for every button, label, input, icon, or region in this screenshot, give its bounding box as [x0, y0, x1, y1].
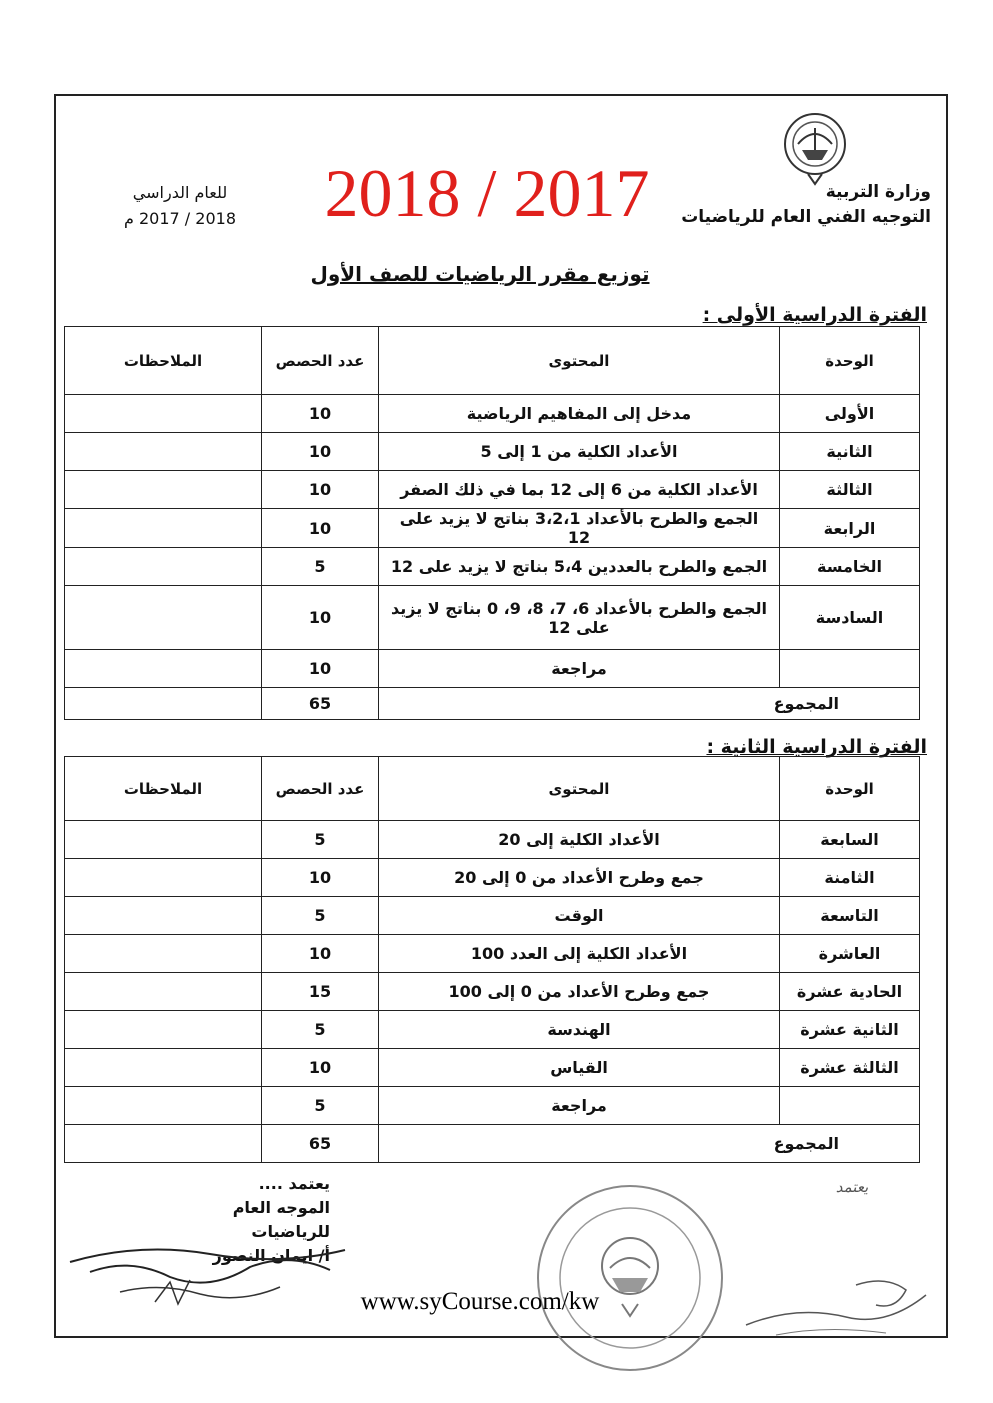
unit-cell: الثانية عشرة [780, 1011, 920, 1049]
notes-cell [65, 586, 262, 650]
periods-cell: 10 [262, 650, 379, 688]
table-row [65, 1087, 920, 1125]
col-periods: عدد الحصص [262, 327, 379, 395]
ministry-name: وزارة التربية [825, 182, 931, 202]
table-row [65, 897, 920, 935]
table-row [65, 1049, 920, 1087]
table-row [65, 509, 920, 548]
notes-cell [65, 973, 262, 1011]
content-cell: الوقت [379, 897, 780, 935]
content-cell: الجمع والطرح بالأعداد 3،2،1 بناتج لا يزيد على 12 [379, 509, 780, 548]
notes-cell [65, 1011, 262, 1049]
periods-cell: 10 [262, 859, 379, 897]
unit-cell: السادسة [780, 586, 920, 650]
table-row [65, 586, 920, 650]
supervisor-name: أ/ ايمان النصور [212, 1246, 330, 1265]
content-cell: مراجعة [379, 650, 780, 688]
approve-label: يعتمد .... [258, 1174, 330, 1193]
unit-cell: الخامسة [780, 548, 920, 586]
supervisor-title: الموجه العام للرياضيات [232, 1198, 330, 1241]
unit-cell [780, 1087, 920, 1125]
total-value: 65 [262, 688, 379, 720]
col-content: المحتوى [379, 757, 780, 821]
unit-cell: السابعة [780, 821, 920, 859]
notes-cell [65, 471, 262, 509]
periods-cell: 10 [262, 935, 379, 973]
approve-right-label: يعتمد [835, 1178, 869, 1196]
col-unit: الوحدة [780, 327, 920, 395]
total-row [65, 688, 920, 720]
total-row [65, 1125, 920, 1163]
content-cell: مراجعة [379, 1087, 780, 1125]
ministry-emblem-icon [778, 110, 852, 188]
period-2-table [64, 756, 920, 1163]
notes-cell [65, 859, 262, 897]
unit-cell: الثامنة [780, 859, 920, 897]
table-row [65, 1011, 920, 1049]
content-cell: الأعداد الكلية من 1 إلى 5 [379, 433, 780, 471]
table-row [65, 935, 920, 973]
col-periods: عدد الحصص [262, 757, 379, 821]
official-stamp [530, 1178, 730, 1378]
total-value: 65 [262, 1125, 379, 1163]
table-row [65, 821, 920, 859]
content-cell: الجمع والطرح بالأعداد 6، 7، 8، 9، 0 بناتج لا يزيد على 12 [379, 586, 780, 650]
periods-cell: 10 [262, 433, 379, 471]
content-cell: الهندسة [379, 1011, 780, 1049]
periods-cell: 5 [262, 1087, 379, 1125]
table-header-row [65, 757, 920, 821]
content-cell: الأعداد الكلية من 6 إلى 12 بما في ذلك الصفر [379, 471, 780, 509]
notes-cell [65, 688, 262, 720]
table-row [65, 859, 920, 897]
periods-cell: 10 [262, 586, 379, 650]
department-name: التوجيه الفني العام للرياضيات [681, 207, 931, 227]
col-content: المحتوى [379, 327, 780, 395]
notes-cell [65, 548, 262, 586]
table-row [65, 471, 920, 509]
notes-cell [65, 395, 262, 433]
period-2-title: الفترة الدراسية الثانية : [706, 736, 927, 758]
year-label: للعام الدراسي [132, 183, 228, 202]
table-row [65, 973, 920, 1011]
academic-year-note [110, 180, 250, 232]
col-notes: الملاحظات [65, 327, 262, 395]
table-header-row [65, 327, 920, 395]
periods-cell: 15 [262, 973, 379, 1011]
period-1-title: الفترة الدراسية الأولى : [702, 304, 927, 326]
content-cell: جمع وطرح الأعداد من 0 إلى 20 [379, 859, 780, 897]
notes-cell [65, 1049, 262, 1087]
col-notes: الملاحظات [65, 757, 262, 821]
periods-cell: 10 [262, 471, 379, 509]
periods-cell: 10 [262, 395, 379, 433]
ministry-header [681, 180, 931, 230]
notes-cell [65, 935, 262, 973]
unit-cell: العاشرة [780, 935, 920, 973]
periods-cell: 5 [262, 821, 379, 859]
notes-cell [65, 1125, 262, 1163]
period-1-table [64, 326, 920, 720]
table-row [65, 548, 920, 586]
notes-cell [65, 433, 262, 471]
periods-cell: 5 [262, 1011, 379, 1049]
content-cell: الجمع والطرح بالعددين 5،4 بناتج لا يزيد على 12 [379, 548, 780, 586]
year-value: 2018 / 2017 م [124, 209, 236, 228]
table-row [65, 650, 920, 688]
content-cell: الأعداد الكلية إلى 20 [379, 821, 780, 859]
notes-cell [65, 509, 262, 548]
total-label: المجموع [379, 1125, 920, 1163]
unit-cell: الحادية عشرة [780, 973, 920, 1011]
website-url: www.syCourse.com/kw [360, 1288, 600, 1315]
content-cell: القياس [379, 1049, 780, 1087]
content-cell: مدخل إلى المفاهيم الرياضية [379, 395, 780, 433]
notes-cell [65, 1087, 262, 1125]
notes-cell [65, 897, 262, 935]
unit-cell: الأولى [780, 395, 920, 433]
unit-cell: الثالثة عشرة [780, 1049, 920, 1087]
table-row [65, 395, 920, 433]
notes-cell [65, 821, 262, 859]
col-unit: الوحدة [780, 757, 920, 821]
periods-cell: 5 [262, 548, 379, 586]
content-cell: الأعداد الكلية إلى العدد 100 [379, 935, 780, 973]
unit-cell: الثالثة [780, 471, 920, 509]
unit-cell: التاسعة [780, 897, 920, 935]
page-title: توزيع مقرر الرياضيات للصف الأول [310, 262, 650, 286]
unit-cell [780, 650, 920, 688]
table-row [65, 433, 920, 471]
notes-cell [65, 650, 262, 688]
unit-cell: الرابعة [780, 509, 920, 548]
periods-cell: 10 [262, 509, 379, 548]
content-cell: جمع وطرح الأعداد من 0 إلى 100 [379, 973, 780, 1011]
unit-cell: الثانية [780, 433, 920, 471]
periods-cell: 10 [262, 1049, 379, 1087]
second-signature-image [736, 1255, 936, 1345]
total-label: المجموع [379, 688, 920, 720]
periods-cell: 5 [262, 897, 379, 935]
big-year-banner: 2018 / 2017 [324, 155, 650, 231]
